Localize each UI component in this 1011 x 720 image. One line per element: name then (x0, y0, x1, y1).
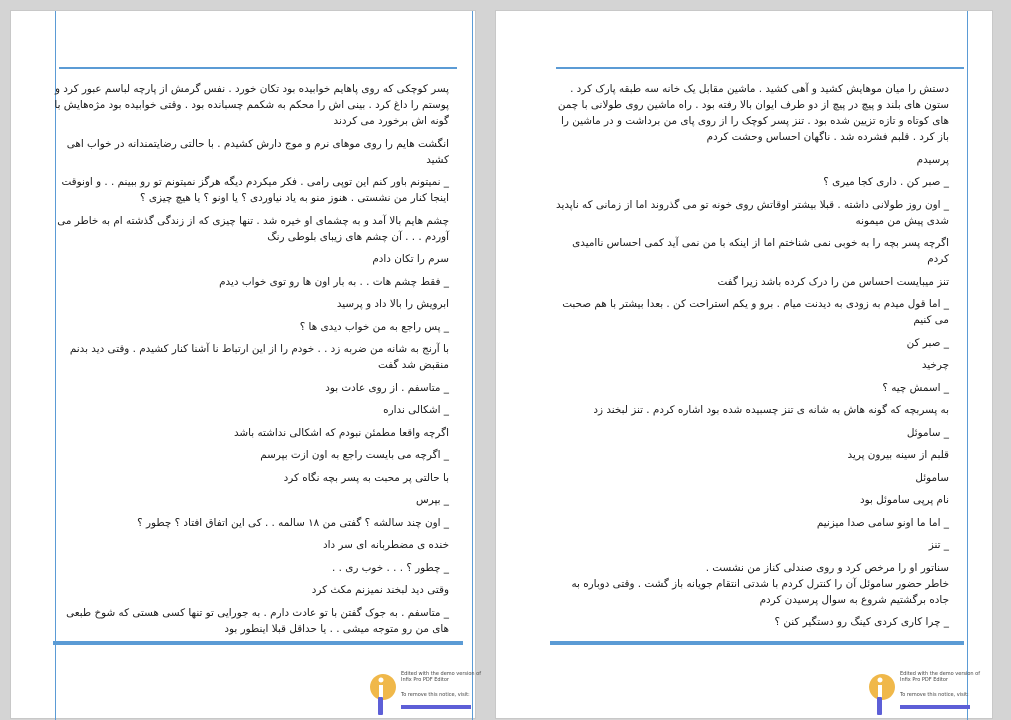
paragraph: با آرنج به شانه من ضربه زد . . خودم را از این ارتباط نا آشنا کنار کشیدم . وقتی دید بدنم منقبض شد گفت (69, 343, 449, 371)
watermark-line: To remove this notice, visit: (401, 692, 470, 698)
left-page (10, 10, 482, 719)
left-page-text (51, 81, 449, 643)
paragraph: سناتور او را مرخص کرد و روی صندلی کناز من نشست . خاطر حضور ساموئل آن را کنترل کردم با شدتی انتقام جویانه باز گشت . وقتی دوباره به جاده برگشتیم شروع به سوال پرسیدن کردم (571, 561, 949, 606)
paragraph: خنده ی مضطربانه ای سر داد (322, 539, 449, 551)
paragraph: پرسیدم (916, 153, 949, 166)
watermark (369, 671, 482, 717)
paragraph: _ بپرس (416, 494, 449, 506)
paragraph: _ اما ما اونو سامی صدا میزنیم (816, 516, 949, 529)
watermark-product: Infix Pro PDF Editor (401, 677, 449, 683)
paragraph: _ تنز (928, 539, 949, 551)
watermark-link-bar[interactable] (401, 705, 471, 709)
watermark-link-bar[interactable] (900, 705, 970, 709)
paragraph: انگشت هایم را روی موهای نرم و موج دارش کشیدم . با حالتی رضایتمندانه در خواب اهی کشید (66, 137, 449, 166)
paragraph: _ متاسفم . به جوک گفتن با تو عادت دارم . به جورایی تو تنها کسی هستی که شوخ طبعی های من رو متوجه میشی . . یا حداقل قبلا اینطور بود (66, 606, 449, 635)
right-page-text (551, 81, 949, 637)
paragraph: _ پس راجع به من خواب دیدی ها ؟ (299, 320, 449, 333)
paragraph: _ ساموئل (906, 426, 949, 439)
paragraph: تنز میبایست احساس من را درک کرده باشد زیرا گفت (717, 275, 949, 288)
paragraph: _ اما قول میدم به زودی به دیدنت میام . برو و یکم استراحت کن . بعدا بیشتر با هم صحبت می کنیم (562, 298, 949, 326)
paragraph: _ اگرچه می بایست راجع به اون ازت بپرسم (260, 449, 449, 461)
right-margin-line (472, 11, 473, 720)
watermark-line: Edited with the demo version of (401, 671, 482, 677)
header-rule (556, 67, 964, 69)
paragraph: _ اون چند سالشه ؟ گفتی من ۱۸ سالمه . . کی این اتفاق افتاد ؟ چطور ؟ (137, 516, 449, 529)
paragraph: وقتی دید لبخند نمیزنم مکث کرد (311, 584, 449, 596)
header-rule (59, 67, 457, 69)
paragraph: ابرویش را بالا داد و پرسید (336, 298, 449, 310)
paragraph: _ چرا کاری کردی کینگ رو دستگیر کنن ؟ (774, 616, 949, 628)
watermark (868, 671, 981, 717)
paragraph: چرخید (921, 359, 949, 371)
paragraph: _ اون روز طولانی داشته . قبلا بیشتر اوقاتش روی خونه تو می گذروند اما از زمانی که ناپدید شدی پیش من میمونه (555, 198, 949, 227)
paragraph: قلبم از سینه بیرون پرید (847, 449, 949, 461)
paragraph: _ اشکالی نداره (383, 404, 449, 416)
paragraph: نام پرپی ساموئل بود (859, 494, 949, 506)
paragraph: چشم هایم بالا آمد و به چشمای او خیره شد . تنها چیزی که از زندگی گذشته ام به خاطر می آوردم . . . آن چشم های زیبای بلوطی رنگ (57, 214, 449, 243)
paragraph: سرم را تکان دادم (372, 253, 449, 265)
paragraph: با حالتی پر محبت به پسر بچه نگاه کرد (283, 471, 449, 484)
footer-rule (550, 641, 964, 645)
watermark-line: Edited with the demo version of (900, 671, 981, 677)
paragraph: به پسربچه که گونه هاش به شانه ی تنز چسبیده شده بود اشاره کردم . تنز لبخند زد (593, 404, 949, 416)
watermark-product: Infix Pro PDF Editor (900, 677, 948, 683)
paragraph: اگرچه واقعا مطمئن نبودم که اشکالی نداشته باشد (233, 426, 449, 439)
paragraph: _ اسمش چیه ؟ (882, 381, 949, 394)
watermark-notice (900, 671, 981, 698)
paragraph: دستش را میان موهایش کشید و آهی کشید . ماشین مقابل یک خانه سه طبقه پارک کرد . ستون های بلند و پیچ در پیچ از دو طرف ایوان بالا رفته بود . راه ماشین روی طولانی با چمن های کوتاه و تازه تزیین شده بود . تنز پسر کوچک را از روی پای من برداشت و در ماشین را باز کرد . قلبم فشرده شد . ناگهان احساس وحشت کردم (557, 83, 949, 143)
paragraph: _ چطور ؟ . . . خوب ری . . (331, 561, 449, 574)
infix-logo-icon (868, 673, 896, 717)
paragraph: پسر کوچکی که روی پاهایم خوابیده بود تکان خورد . نفس گرمش از پارچه لباسم عبور کرد و پوستم را داغ کرد . بینی اش را محکم به شکمم چسبانده بود . وقتی خوابیده بود مژه‌هایش با گونه اش برخورد می کردند (54, 83, 449, 127)
paragraph: _ صبر کن . داری کجا میری ؟ (823, 176, 949, 188)
infix-logo-icon (369, 673, 397, 717)
footer-rule (53, 641, 463, 645)
right-margin-line (967, 11, 968, 720)
paragraph: _ متاسفم . از روی عادت بود (325, 381, 449, 394)
paragraph: اگرچه پسر بچه را به خوبی نمی شناختم اما از اینکه با من نمی آید کمی احساس ناامیدی کردم (572, 237, 949, 265)
watermark-notice (401, 671, 482, 698)
paragraph: _ فقط چشم هات . . به بار اون ها رو توی خواب دیدم (219, 275, 449, 288)
right-page (495, 10, 993, 719)
paragraph: _ صبر کن (906, 336, 949, 349)
paragraph: _ نمیتونم باور کنم این توپی رامی . فکر میکردم دیگه هرگز نمیتونم تو رو ببینم . . و اونوقت اینجا کنار من نشستی . هنوز منو به یاد نیاوردی ؟ یا اونو ؟ یا هیچ چیزی ؟ (61, 176, 449, 204)
paragraph: ساموئل (915, 471, 949, 484)
watermark-line: To remove this notice, visit: (900, 692, 969, 698)
